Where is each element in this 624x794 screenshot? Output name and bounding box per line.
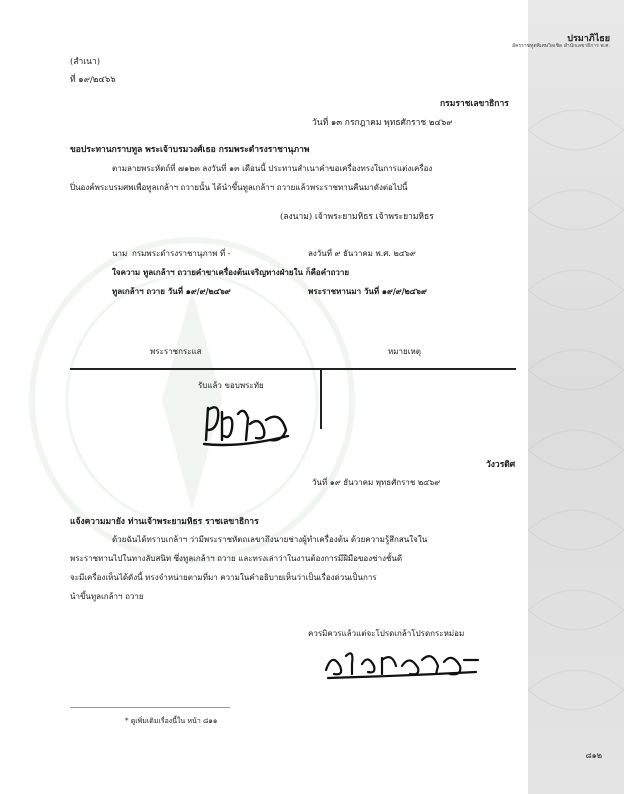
salutation: ขอประทานกราบทูล พระเจ้าบรมวงศ์เธอ กรมพระดำรงราชานุภาพ [70,145,310,155]
reply-heading: แจ้งความมายัง ท่านเจ้าพระยามหิธร ราชเลขาธิการ [70,517,259,527]
reply-body-line: ด้วยฉันได้ทราบเกล้าฯ ว่ามีพระราชหัตถเลขาถึงนายช่างผู้ทำเครื่องต้น ด้วยความรู้สึกสนใจใน [112,535,428,544]
reference-number: ที่ ๑๙/๒๔๖๖ [70,75,116,85]
paragraph-line: ปิ่นองค์พระบรมศพเพื่อทูลเกล้าฯ ถวายนั้น ได้นำขึ้นทูลเกล้าฯ ถวายแล้วพระราชทานคืนมาดังต่อไปนี้ [70,183,408,192]
reply-place: วังวรดิศ [486,460,516,470]
item-dated: ทูลเกล้าฯ ถวาย วันที่ ๑๙/๙/๒๔๖๙ [112,286,231,296]
page-number: ๘๑๒ [585,751,602,760]
copy-label: (สำเนา) [70,57,101,67]
reply-closing: ควรมิควรแล้วแต่จะโปรดเกล้าโปรดกระหม่อม [308,629,465,638]
reply-date: วันที่ ๑๙ ธันวาคม พุทธศักราช ๒๔๖๙ [312,478,441,487]
decorative-sidebar [528,0,624,794]
item-date: ลงวันที่ ๙ ธันวาคม พ.ศ. ๒๔๖๙ [308,249,416,258]
table-header-rule [70,368,516,370]
header-title: ปรมาภิไธย [567,34,610,44]
item-name-label: นาม [112,249,128,258]
prince-signature [322,646,482,680]
signoff: (ลงนาม) เจ้าพระยามหิธร เจ้าพระยามหิธร [280,212,434,222]
header-subtitle: อัครราชทูตพิเศษวิลเชิด สำนักเลขาธิการ พ.ศ. [512,43,610,49]
item-returned: พระราชทานมา วันที่ ๑๙/๙/๒๔๖๙ [308,286,427,296]
item-subject: ใจความ ทูลเกล้าฯ ถวายคำขาเครื่องต้นเจริญทางฝ่ายใน ก็คือคำถวาย [112,267,350,277]
item-name-value: กรมพระดำรงราชานุภาพ ที่ - [132,249,231,258]
table-cell-left: รับแล้ว ขอบพระทัย [198,381,264,390]
reply-body-line: จะมีเครื่องเห็นได้ดังนี้ ทรงจำหน่ายตามที่มา ความในคำอธิบายเห็นว่าเป็นเรื่องด่วนเป็นการ [70,573,377,582]
table-column-divider [320,369,322,429]
table-header-right: หมายเหตุ [388,347,421,356]
letter-date: วันที่ ๑๓ กรกฎาคม พุทธศักราช ๒๔๖๙ [312,118,453,128]
king-signature [200,400,292,450]
footnote: * ดูเพิ่มเติมเรื่องนี้ใน หน้า ๘๑๑ [125,717,218,725]
table-header-left: พระราชกระแส [150,347,202,356]
reply-body-line: นำขึ้นทูลเกล้าฯ ถวาย [70,592,144,601]
reply-body-line: พระราชทานไปในทางลับสนิท ซึ่งทูลเกล้าฯ ถวาย และทรงเล่าว่าในงานต้องการมีฝีมือของช่างชั้นดี [70,554,403,563]
thai-pattern-decoration [528,90,624,730]
footnote-rule [70,707,230,708]
paragraph-line: ตามลายพระหัตถ์ที่ ๗๑๒๓ ลงวันที่ ๑๓ เดือนนี้ ประทานสำเนาคำขอเครื่องทรงในการแต่งเครื่อง [112,164,433,173]
office-name: กรมราชเลขาธิการ [440,99,509,109]
